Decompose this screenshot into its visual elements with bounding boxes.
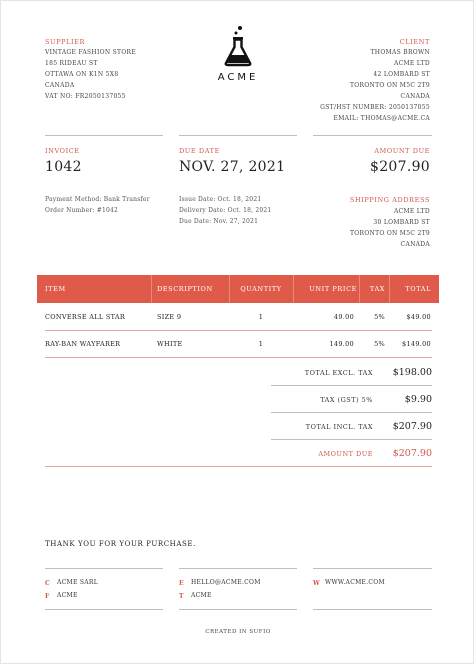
header-description: DESCRIPTION [157,285,213,293]
supplier-line: CANADA [45,82,75,89]
client-line: CANADA [400,93,430,100]
supplier-line: 185 RIDEAU ST [45,60,98,67]
divider [179,135,297,136]
shipping-line: TORONTO ON M5C 2T9 [349,230,430,237]
phone-letter: T [179,593,184,600]
due-date-value: NOV. 27, 2021 [179,159,286,175]
row-unit-price: 49.00 [333,313,354,321]
divider [313,609,432,610]
client-line: EMAIL: THOMAS@ACME.CA [333,115,430,122]
total-excl-label: TOTAL EXCL. TAX [304,369,373,377]
date-detail-line: Delivery Date: Oct. 18, 2021 [179,207,272,214]
header-total: TOTAL [405,285,431,293]
amount-due-label: AMOUNT DUE [374,147,430,155]
divider [45,135,163,136]
amount-due-value: $207.90 [370,159,430,175]
shipping-label: SHIPPING ADDRESS [349,196,430,204]
header-item: ITEM [45,285,66,293]
divider [271,412,432,413]
fax-letter: F [45,593,50,600]
client-line: TORONTO ON M5C 2T9 [349,82,430,89]
header-quantity: QUANTITY [240,285,282,293]
row-item: CONVERSE ALL STAR [45,313,126,321]
supplier-label: SUPPLIER [45,38,86,46]
created-in-credit: CREATED IN SUFIO [205,629,271,635]
company-name: ACME SARL [57,579,98,586]
divider [271,439,432,440]
date-detail-line: Due Date: Nov. 27, 2021 [179,218,259,225]
supplier-line: VINTAGE FASHION STORE [45,49,137,56]
row-divider [45,330,432,331]
phone-value: ACME [191,592,212,599]
row-unit-price: 149.00 [329,340,354,348]
thank-you-note: THANK YOU FOR YOUR PURCHASE. [45,540,196,548]
row-quantity: 1 [258,313,264,321]
client-line: ACME LTD [393,60,430,67]
shipping-address [350,206,430,250]
supplier-line: VAT NO: FR2050137055 [45,93,126,100]
email-link[interactable]: HELLO@ACME.COM [191,579,261,586]
divider [179,609,297,610]
due-date-label: DUE DATE [179,147,220,155]
invoice-label: INVOICE [45,147,80,155]
row-tax: 5% [374,340,385,348]
website-link[interactable]: WWW.ACME.COM [325,579,385,586]
tax-label: TAX (GST) 5% [320,396,373,404]
total-incl-label: TOTAL INCL. TAX [305,423,373,431]
client-line: 42 LOMBARD ST [373,71,430,78]
company-letter: C [45,580,50,587]
table-header [37,275,439,303]
amount-due-total-label: AMOUNT DUE [318,450,373,458]
client-label: CLIENT [399,38,430,46]
shipping-line: 30 LOMBARD ST [373,219,430,226]
invoice-detail-line: Order Number: #1042 [45,207,119,214]
row-total: $49.00 [406,313,431,321]
client-line: GST/HST NUMBER: 2050137055 [320,104,430,111]
date-details [179,194,271,227]
website-letter: W [313,580,320,587]
header-unit-price: UNIT PRICE [309,285,357,293]
divider [271,385,432,386]
total-incl-value: $207.90 [392,421,432,432]
row-item: RAY-BAN WAYFARER [45,340,121,348]
shipping-line: CANADA [400,241,430,248]
divider [45,568,163,569]
total-excl-value: $198.00 [392,367,432,378]
header-divider [151,275,152,303]
row-total: $149.00 [402,340,431,348]
row-tax: 5% [374,313,385,321]
divider [179,568,297,569]
shipping-line: ACME LTD [393,208,430,215]
divider [313,135,432,136]
supplier-address [45,47,136,102]
divider [313,568,432,569]
invoice-details [45,194,150,216]
amount-due-total-value: $207.90 [392,448,432,459]
header-tax: TAX [369,285,385,293]
divider [45,466,432,467]
row-divider [45,357,432,358]
email-letter: E [179,580,184,587]
client-address [320,47,430,124]
logo-text: ACME [217,72,259,83]
invoice-number: 1042 [45,159,82,175]
invoice-detail-line: Payment Method: Bank Transfer [45,196,150,203]
divider [45,609,163,610]
client-line: THOMAS BROWN [370,49,430,56]
flask-icon [223,25,253,67]
fax-value: ACME [57,592,78,599]
row-quantity: 1 [258,340,264,348]
row-description: WHITE [157,340,183,348]
tax-value: $9.90 [404,394,432,405]
date-detail-line: Issue Date: Oct. 18, 2021 [179,196,262,203]
supplier-line: OTTAWA ON K1N 5X8 [45,71,119,78]
row-description: SIZE 9 [157,313,182,321]
